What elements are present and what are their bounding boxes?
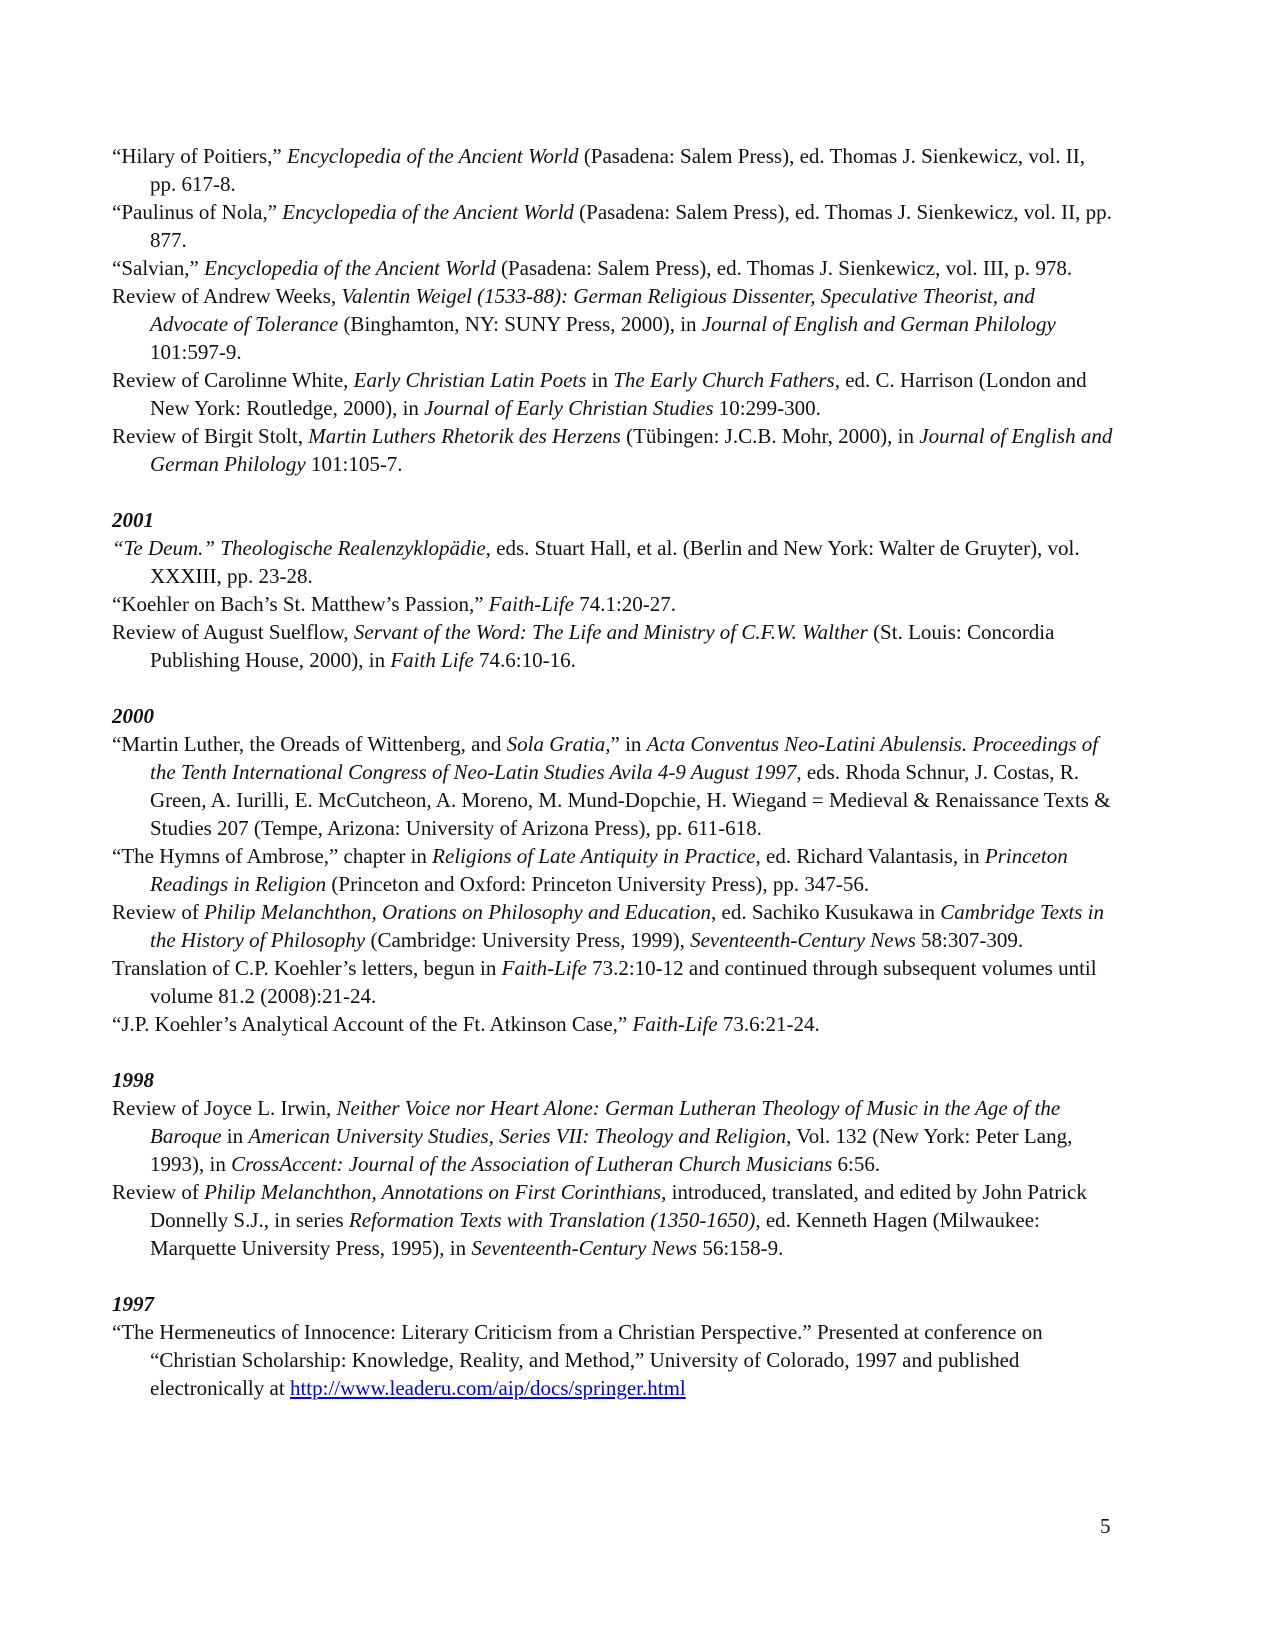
entry-text: 101:597-9. [150,340,242,364]
entry-text: ” in [610,732,647,756]
italic-title: CrossAccent: Journal of the Association of Lutheran Church Musicians [231,1152,833,1176]
publication-list [112,142,1115,1402]
bibliography-entry [112,730,1115,842]
entry-text: in [586,368,614,392]
entry-text: “Paulinus of Nola,” [112,200,283,224]
bibliography-entry [112,1010,1115,1038]
entry-text: ed. C. Harrison (London and New York: Routledge, 2000), in [150,368,1087,420]
italic-title: Reformation Texts with Translation (1350-1650), [348,1208,761,1232]
italic-title: Journal of Early Christian Studies [424,396,714,420]
italic-title: Philip Melanchthon, Annotations on First Corinthians [204,1180,662,1204]
italic-title: Faith-Life [632,1012,718,1036]
entry-text: “Hilary of Poitiers,” [112,144,287,168]
bibliography-entry [112,198,1115,254]
entry-text: 73.2:10-12 and continued through subsequent volumes until volume 81.2 (2008):21-24. [150,956,1097,1008]
italic-title: Valentin Weigel (1533-88): German Religious Dissenter, Speculative Theorist, and Advocate of Tolerance [150,284,1035,336]
italic-title: “Te Deum.” Theologische Realenzyklopädie, [112,536,491,560]
entry-text: (Pasadena: Salem Press), ed. Thomas J. Sienkewicz, vol. III, p. 978. [495,256,1073,280]
entry-text: , eds. Rhoda Schnur, J. Costas, R. Green, A. Iurilli, E. McCutcheon, A. Moreno, M. Mund-Dopchie, H. Wiegand = Medieval & Renaissance Texts & Studies 207 (Tempe, Arizona: University of Arizona Press), pp. 611-618. [150,760,1111,840]
entry-text: 56:158-9. [697,1236,784,1260]
bibliography-entry [112,422,1115,478]
entry-text: “Martin Luther, the Oreads of Wittenberg, and [112,732,507,756]
reference-link[interactable]: http://www.leaderu.com/aip/docs/springer.html [289,1376,686,1400]
entry-text: (Cambridge: University Press, 1999), [365,928,691,952]
entry-text: “J.P. Koehler’s Analytical Account of the Ft. Atkinson Case,” [112,1012,633,1036]
year-heading: 1998 [112,1068,154,1092]
entry-text: (Princeton and Oxford: Princeton University Press), pp. 347-56. [326,872,870,896]
italic-title: Martin Luthers Rhetorik des Herzens [308,424,621,448]
entry-text: “Koehler on Bach’s St. Matthew’s Passion,” [112,592,489,616]
entry-text: (Pasadena: Salem Press), ed. Thomas J. Sienkewicz, vol. II, pp. 877. [150,200,1112,252]
bibliography-entry [112,534,1115,590]
entry-text: 10:299-300. [713,396,821,420]
entry-text: (Binghamton, NY: SUNY Press, 2000), in [338,312,702,336]
italic-title: Religions of Late Antiquity in Practice [432,844,756,868]
italic-title: Acta Conventus Neo-Latini Abulensis. Proceedings of the Tenth International Congress of Neo-Latin Studies Avila 4-9 August 1997 [150,732,1099,784]
entry-text: 6:56. [832,1152,881,1176]
bibliography-entry [112,618,1115,674]
entry-text: Review of Joyce L. Irwin, [112,1096,337,1120]
entry-text: 101:105-7. [305,452,403,476]
italic-title: Journal of English and German Philology [701,312,1056,336]
italic-title: Sola Gratia, [506,732,611,756]
section-2000 [112,702,1115,1038]
entry-text: in [221,1124,249,1148]
year-heading: 1997 [112,1292,154,1316]
entry-text: (Tübingen: J.C.B. Mohr, 2000), in [620,424,920,448]
bibliography-entry [112,1178,1115,1262]
bibliography-entry [112,254,1115,282]
entry-text: (Pasadena: Salem Press), ed. Thomas J. Sienkewicz, vol. II, pp. 617-8. [150,144,1085,196]
italic-title: Encyclopedia of the Ancient World [204,256,496,280]
section-2001 [112,506,1115,674]
bibliography-entry [112,842,1115,898]
entry-text: eds. Stuart Hall, et al. (Berlin and New York: Walter de Gruyter), vol. XXXIII, pp. 23-28. [150,536,1080,588]
entry-text: Review of Carolinne White, [112,368,354,392]
entry-text: 73.6:21-24. [717,1012,820,1036]
italic-title: Philip Melanchthon, Orations on Philosophy and Education [204,900,712,924]
italic-title: Seventeenth-Century News [471,1236,698,1260]
italic-title: Neither Voice nor Heart Alone: German Lutheran Theology of Music in the Age of the Baroque [150,1096,1061,1148]
entry-text: 74.1:20-27. [573,592,677,616]
entry-text: , introduced, translated, and edited by John Patrick Donnelly S.J., in series [150,1180,1087,1232]
entry-text: Review of [112,900,205,924]
entry-text: Review of Birgit Stolt, [112,424,309,448]
entry-text: , ed. Sachiko Kusukawa in [711,900,941,924]
bibliography-entry [112,366,1115,422]
entry-text: Translation of C.P. Koehler’s letters, begun in [112,956,502,980]
italic-title: Faith-Life [488,592,574,616]
bibliography-entry [112,590,1115,618]
bibliography-entry [112,954,1115,1010]
entry-text: (St. Louis: Concordia Publishing House, 2000), in [150,620,1055,672]
italic-title: Early Christian Latin Poets [353,368,587,392]
entry-text: ed. Kenneth Hagen (Milwaukee: Marquette University Press, 1995), in [150,1208,1040,1260]
italic-title: The Early Church Fathers, [613,368,840,392]
entry-text: 58:307-309. [915,928,1024,952]
bibliography-entry [112,898,1115,954]
italic-title: American University Studies, Series VII: Theology and Religion [248,1124,787,1148]
italic-title: Encyclopedia of the Ancient World [282,200,574,224]
entry-text: Review of Andrew Weeks, [112,284,342,308]
italic-title: Encyclopedia of the Ancient World [286,144,579,168]
entry-text: “Salvian,” [112,256,205,280]
italic-title: Faith Life [390,648,474,672]
italic-title: Seventeenth-Century News [690,928,916,952]
entry-text: 74.6:10-16. [473,648,576,672]
entry-text: , Vol. 132 (New York: Peter Lang, 1993), in [150,1124,1073,1176]
year-heading: 2001 [112,508,154,532]
bibliography-entry [112,1094,1115,1178]
entry-text: “The Hymns of Ambrose,” chapter in [112,844,433,868]
entry-text: , ed. Richard Valantasis, in [755,844,985,868]
bibliography-entry [112,142,1115,198]
italic-title: Servant of the Word: The Life and Ministry of C.F.W. Walther [353,620,868,644]
italic-title: Faith-Life [501,956,587,980]
italic-title: Journal of English and German Philology [150,424,1113,476]
section-1997 [112,1290,1115,1402]
italic-title: Princeton Readings in Religion [150,844,1068,896]
italic-title: Cambridge Texts in the History of Philosophy [150,900,1104,952]
section-continued [112,142,1115,478]
entry-text: Review of August Suelflow, [112,620,354,644]
section-1998 [112,1066,1115,1262]
page-number: 5 [1100,1514,1111,1538]
entry-text: “The Hermeneutics of Innocence: Literary Criticism from a Christian Perspective.” Presented at conference on “Christian Scholarship: Knowledge, Reality, and Method,” University of Colorado, 1997 and published electronically at [112,1320,1043,1400]
year-heading: 2000 [112,704,154,728]
bibliography-entry [112,282,1115,366]
bibliography-entry [112,1318,1115,1402]
entry-text: Review of [112,1180,205,1204]
